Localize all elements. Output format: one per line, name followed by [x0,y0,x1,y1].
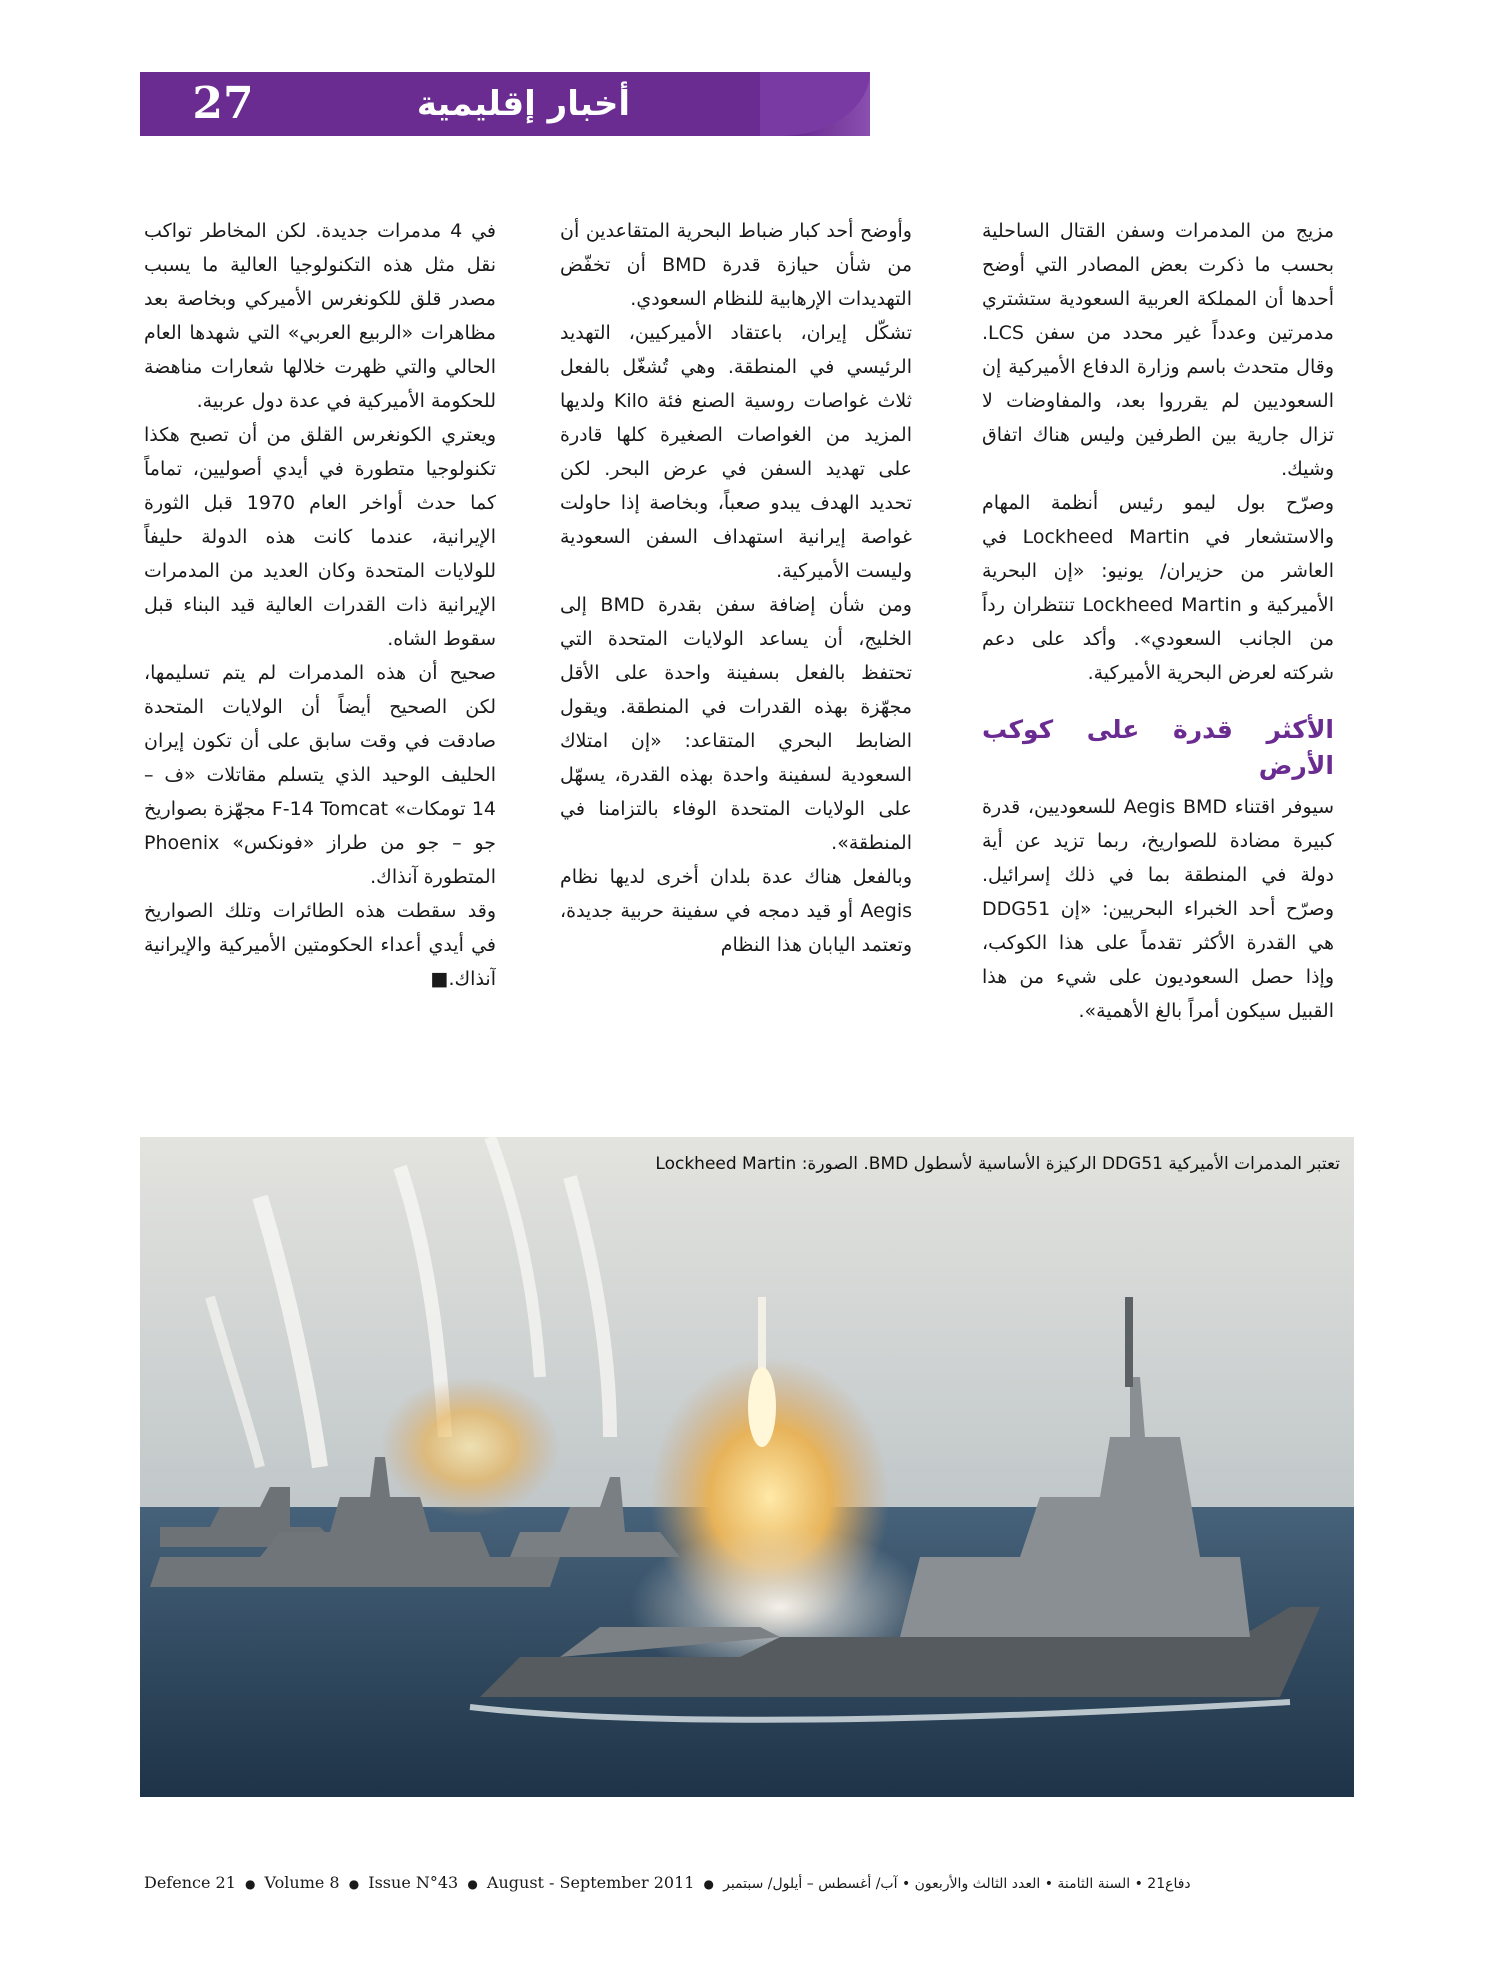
footer-magazine: Defence 21 [144,1873,236,1892]
missile-exhaust [748,1367,776,1447]
footer-bullet: ● [348,1877,360,1891]
article-column-right [982,214,1334,1119]
footer-bullet: ● [244,1877,256,1891]
paragraph: وأوضح أحد كبار ضباط البحرية المتقاعدين أن من شأن حيازة قدرة BMD أن تخفّض التهديدات الإرهابية للنظام السعودي. [560,220,912,310]
subheading: الأكثر قدرة على كوكب الأرض [982,715,1334,780]
launch-smoke [380,1377,560,1517]
article-column-left [144,214,496,1119]
footer-issue: Issue N°43 [368,1873,459,1892]
missile [758,1297,766,1377]
photo-caption: تعتبر المدمرات الأميركية DDG51 الركيزة الأساسية لأسطول BMD. الصورة: Lockheed Martin [655,1154,1340,1174]
footer-volume: Volume 8 [264,1873,340,1892]
paragraph: وبالفعل هناك عدة بلدان أخرى لديها نظام Aegis أو قيد دمجه في سفينة حربية جديدة، وتعتمد اليابان هذا النظام [560,866,912,956]
warship-photo [140,1137,1354,1797]
article-column-middle [560,214,912,1119]
footer [144,1870,1191,1896]
paragraph: مزيج من المدمرات وسفن القتال الساحلية بحسب ما ذكرت بعض المصادر التي أوضح أحدها أن المملكة العربية السعودية ستشتري مدمرتين وعدداً غير محدد من سفن LCS. وقال متحدث باسم وزارة الدفاع الأميركية إن السعوديين لم يقرروا بعد، والمفاوضات لا تزال جارية بين الطرفين وليس هناك اتفاق وشيك. [982,220,1334,480]
paragraph: ومن شأن إضافة سفن بقدرة BMD إلى الخليج، أن يساعد الولايات المتحدة التي تحتفظ بالفعل بسفينة واحدة على الأقل مجهّزة بهذه القدرات في المنطقة. ويقول الضابط البحري المتقاعد: «إن امتلاك السعودية لسفينة واحدة بهذه القدرة، يسهّل على الولايات المتحدة الوفاء بالتزامنا في المنطقة». [560,594,912,854]
paragraph: سيوفر اقتناء Aegis BMD للسعوديين، قدرة كبيرة مضادة للصواريخ، ربما تزيد عن أية دولة في المنطقة بما في ذلك إسرائيل. وصرّح أحد الخبراء البحريين: «إن DDG51 هي القدرة الأكثر تقدماً على هذا الكوكب، وإذا حصل السعوديون على شيء من هذا القبيل سيكون أمراً بالغ الأهمية». [982,796,1334,1022]
section-title: أخبار إقليمية [416,84,630,124]
paragraph: في 4 مدمرات جديدة. لكن المخاطر تواكب نقل مثل هذه التكنولوجيا العالية ما يسبب مصدر قلق للكونغرس الأميركي وبخاصة بعد مظاهرات «الربيع العربي» التي شهدها العام الحالي والتي ظهرت خلالها شعارات مناهضة للحكومة الأميركية في عدة دول عربية. [144,220,496,412]
paragraph: تشكّل إيران، باعتقاد الأميركيين، التهديد الرئيسي في المنطقة. وهي تُشغّل بالفعل ثلاث غواصات روسية الصنع فئة Kilo ولديها المزيد من الغواصات الصغيرة كلها قادرة على تهديد السفن في عرض البحر. لكن تحديد الهدف يبدو صعباً، وبخاصة إذا حاولت غواصة إيرانية استهداف السفن السعودية وليست الأميركية. [560,322,912,582]
paragraph: وقد سقطت هذه الطائرات وتلك الصواريخ في أيدي أعداء الحكومتين الأميركية والإيرانية آنذاك.■ [144,900,496,990]
paragraph: صحيح أن هذه المدمرات لم يتم تسليمها، لكن الصحيح أيضاً أن الولايات المتحدة صادقت في وقت سابق على أن تكون إيران الحليف الوحيد الذي يتسلم مقاتلات «ف – 14 تومكات» F-14 Tomcat مجهّزة بصواريخ جو – جو من طراز «فونكس» Phoenix المتطورة آنذاك. [144,662,496,888]
footer-bullet: ● [467,1877,478,1891]
page-number: 27 [192,78,254,129]
destroyer-mast [1125,1297,1133,1387]
footer-arabic: دفاع21 • السنة الثامنة • العدد الثالث والأربعون • آب/ أغسطس – أيلول/ سبتمبر [723,1876,1191,1892]
footer-bullet: ● [703,1877,715,1891]
paragraph: ويعتري الكونغرس القلق من أن تصبح هكذا تكنولوجيا متطورة في أيدي أصوليين، تماماً كما حدث أواخر العام 1970 قبل الثورة الإيرانية، عندما كانت هذه الدولة حليفاً للولايات المتحدة وكان العديد من المدمرات الإيرانية ذات القدرات العالية قيد البناء قبل سقوط الشاه. [144,424,496,650]
footer-date: August - September 2011 [486,1873,695,1892]
paragraph: وصرّح بول ليمو رئيس أنظمة المهام والاستشعار في Lockheed Martin في العاشر من حزيران/ يونيو: «إن البحرية الأميركية و Lockheed Martin تنتظران رداً من الجانب السعودي». وأكد على دعم شركته لعرض البحرية الأميركية. [982,492,1334,684]
